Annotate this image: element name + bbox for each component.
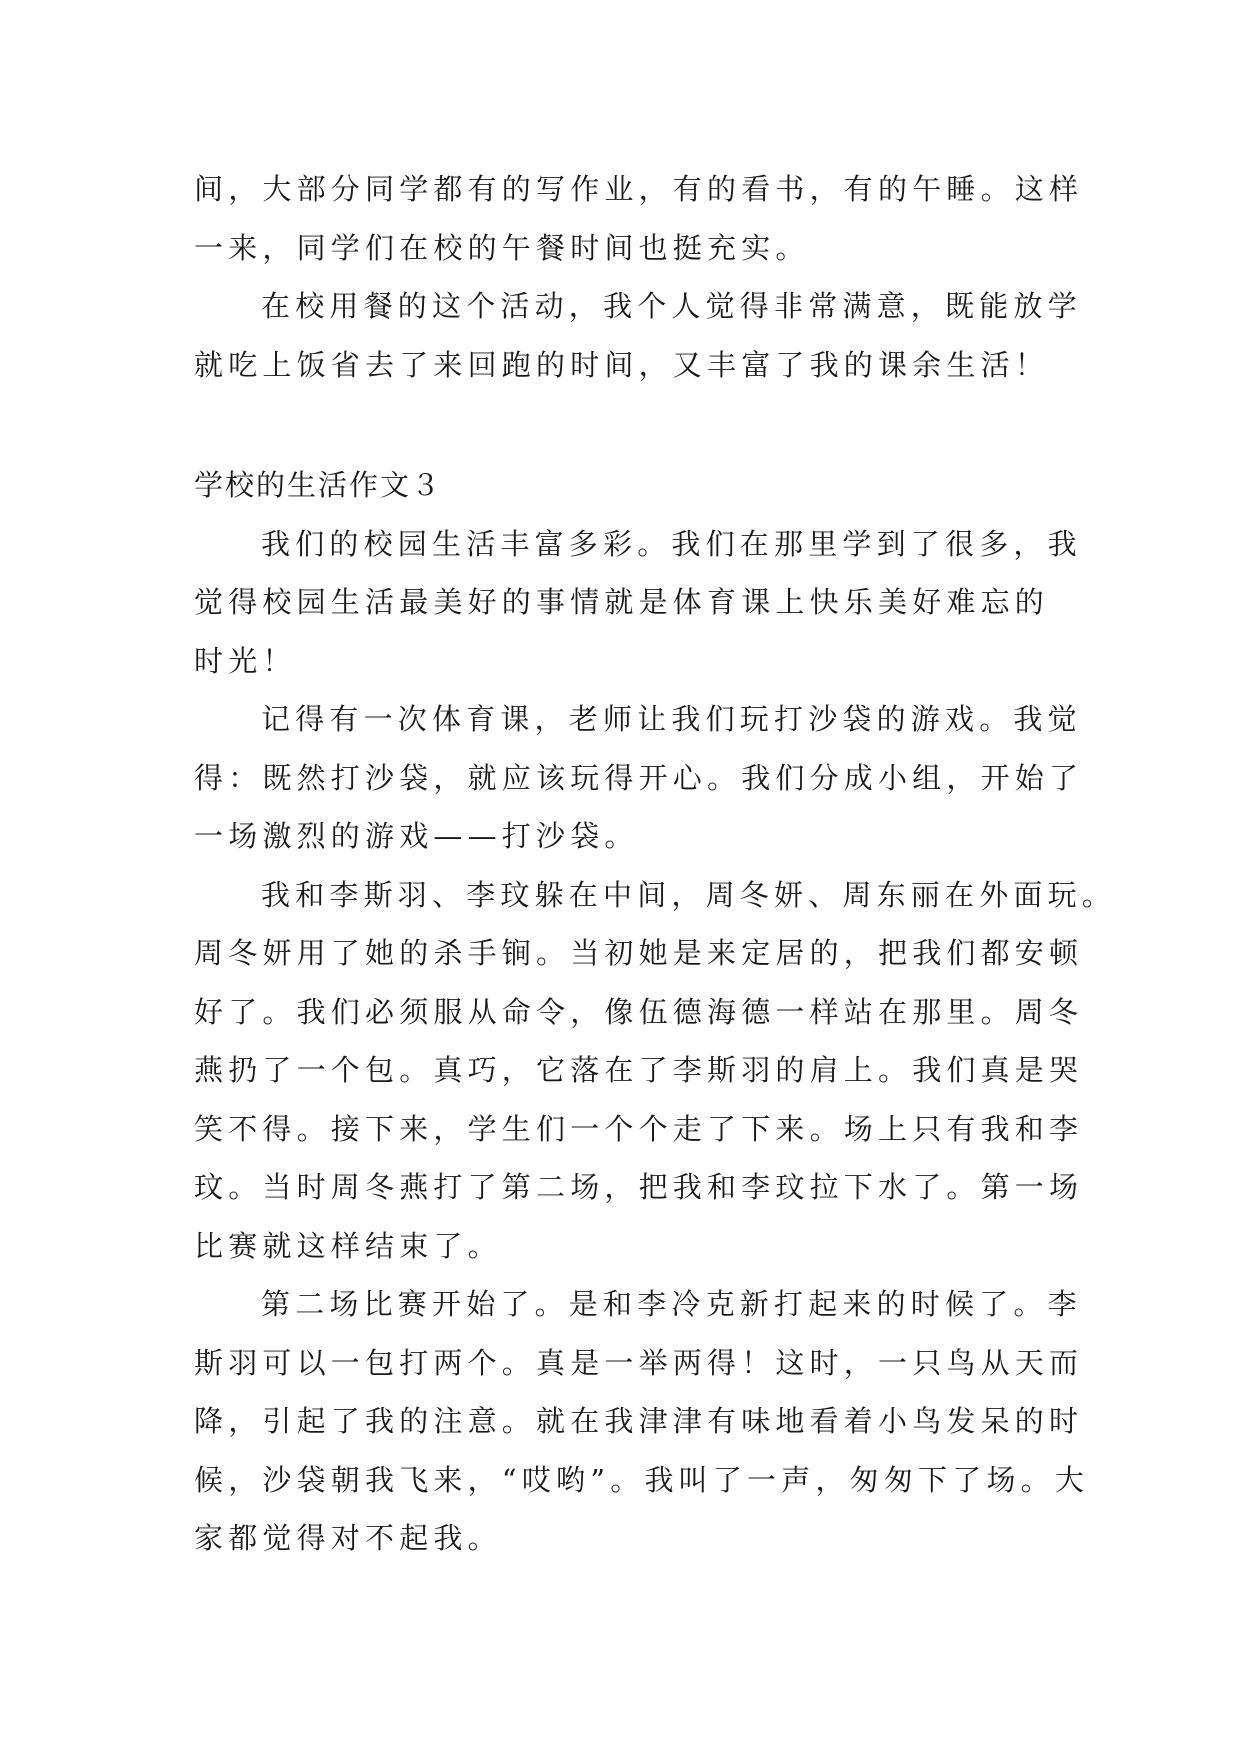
text-line: 玟。当时周冬燕打了第二场，把我和李玟拉下水了。第一场 <box>194 1170 1084 1204</box>
paragraph-1 <box>194 515 1082 691</box>
text-line: 家都觉得对不起我。 <box>194 1521 502 1555</box>
paragraph-4 <box>194 1275 1090 1568</box>
text-line: 笑不得。接下来，学生们一个个走了下来。场上只有我和李 <box>194 1111 1084 1146</box>
text-line: 好了。我们必须服从命令，像伍德海德一样站在那里。周冬 <box>194 994 1084 1029</box>
text-line: 时光！ <box>194 643 297 678</box>
text-line: 就吃上饭省去了来回跑的时间，又丰富了我的课余生活！ <box>194 347 1050 382</box>
document-page <box>194 160 1117 1568</box>
text-line: 得：既然打沙袋，就应该玩得开心。我们分成小组，开始了 <box>194 760 1084 795</box>
text-line: 燕扔了一个包。真巧，它落在了李斯羽的肩上。我们真是哭 <box>194 1053 1084 1087</box>
text-line: 候，沙袋朝我飞来，“哎哟”。我叫了一声，匆匆下了场。大 <box>194 1462 1090 1497</box>
text-line: 降，引起了我的注意。就在我津津有味地看着小鸟发呆的时 <box>194 1404 1084 1438</box>
text-line: 一来，同学们在校的午餐时间也挺充实。 <box>194 230 810 265</box>
text-line: 比赛就这样结束了。 <box>194 1228 502 1263</box>
text-line: 第二场比赛开始了。是和李冷克新打起来的时候了。李 <box>261 1287 1082 1321</box>
paragraph-continued <box>194 160 1084 277</box>
text-line: 一场激烈的游戏——打沙袋。 <box>194 819 639 853</box>
section-gap <box>194 394 1064 456</box>
paragraph-3 <box>194 866 1117 1276</box>
text-line: 觉得校园生活最美好的事情就是体育课上快乐美好难忘的 <box>194 585 1050 619</box>
text-line: 周冬妍用了她的杀手锏。当初她是来定居的，把我们都安顿 <box>194 936 1084 970</box>
essay-title: 学校的生活作文３ <box>194 468 443 502</box>
paragraph-2 <box>194 690 1084 866</box>
text-line: 记得有一次体育课，老师让我们玩打沙袋的游戏。我觉 <box>261 702 1082 736</box>
text-line: 斯羽可以一包打两个。真是一举两得！这时，一只鸟从天而 <box>194 1345 1084 1380</box>
text-line: 在校用餐的这个活动，我个人觉得非常满意，既能放学 <box>261 289 1082 323</box>
text-line: 我们的校园生活丰富多彩。我们在那里学到了很多，我 <box>261 526 1082 561</box>
text-line: 间，大部分同学都有的写作业，有的看书，有的午睡。这样 <box>194 172 1084 206</box>
text-line: 我和李斯羽、李玟躲在中间，周冬妍、周东丽在外面玩。 <box>261 877 1117 912</box>
paragraph-closing <box>194 277 1082 394</box>
